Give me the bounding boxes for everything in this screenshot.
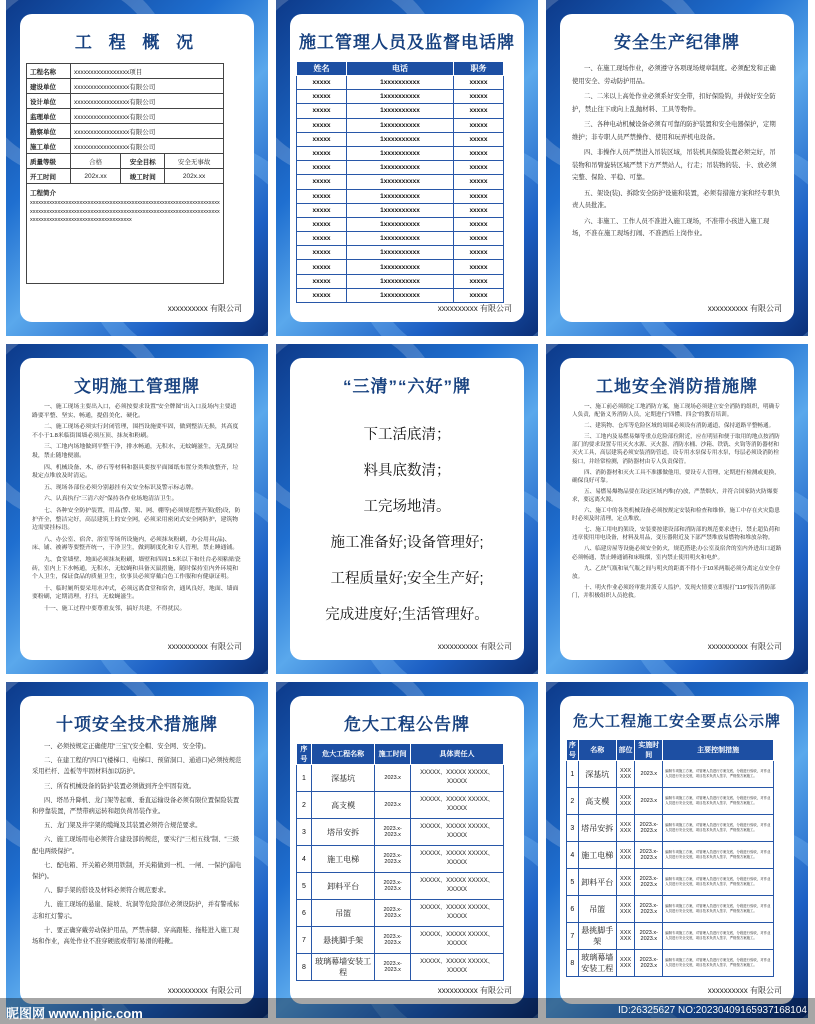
paragraph: 三、所有机械设备的防护装置必须做到齐全牢固有效。 — [44, 782, 196, 790]
table-row — [297, 90, 504, 104]
project-name: 玻璃幕墙安装工程 — [578, 950, 616, 977]
table-cell: 1xxxxxxxxxx — [347, 132, 454, 146]
watermark-id: ID:26325627 NO:20230409165937168104 — [617, 1005, 807, 1016]
row-value: xxxxxxxxxxxxxxxxx有限公司 — [71, 79, 224, 94]
phone-card — [290, 14, 524, 322]
paragraph: 二、在建工程的“四口”(楼梯口、电梯口、预留洞口、通道口)必须按规范采用栏杆、盖板等牢固材料加以防护。 — [32, 757, 242, 776]
table-row — [297, 175, 504, 189]
implementation-time: 2023.x-2023.x — [635, 869, 663, 896]
table-row — [297, 846, 504, 873]
construction-time: 2023.x-2023.x — [375, 954, 410, 981]
discipline-title: 安全生产纪律牌 — [614, 33, 740, 52]
table-row — [297, 232, 504, 246]
implementation-time: 2023.x-2023.x — [635, 815, 663, 842]
row-label: 工程名称 — [27, 64, 71, 79]
paragraph: 二、施工现场必须实行封闭管理，围挡设施要牢固，做到整洁无损，其高度不小于1.8米临街围墙必须压顶、抹灰和粉刷。 — [32, 424, 239, 439]
control-measure: 编制专项施工方案，对管理人员进行方案交底，分段进行验收，对作业人员进行安全交底，项目技术负责人签字，严格按方案施工。 — [663, 896, 774, 923]
overview-title: 工 程 概 况 — [74, 33, 200, 52]
table-cell: xxxxx — [297, 217, 347, 231]
row-value: xxxxxxxxxxxxxxxxx有限公司 — [71, 124, 224, 139]
project-name: 施工电梯 — [578, 842, 616, 869]
paragraph: 八、办公室、宿舍、浴室等场所设施内，必须抹灰粉刷，办公用具(品)、床、铺、被褥等要整齐统一，干净卫生，做到制度化和专人管理，禁止睡通铺。 — [32, 536, 239, 552]
start-value: 202x.xx — [71, 169, 121, 184]
footer-company: xxxxxxxxxx 有限公司 — [437, 986, 512, 995]
table-cell: xxxxx — [297, 132, 347, 146]
column-header: 序号 — [297, 744, 312, 765]
table-row — [297, 900, 504, 927]
project-part: XXX XXX — [616, 896, 635, 923]
footer-company: xxxxxxxxxx 有限公司 — [707, 642, 782, 651]
project-name: 高支模 — [578, 788, 616, 815]
board-discipline — [546, 0, 808, 336]
table-cell: xxxxx — [297, 175, 347, 189]
table-cell: 1xxxxxxxxxx — [347, 274, 454, 288]
project-name: 深基坑 — [578, 761, 616, 788]
intro-label: 工程简介 — [30, 190, 56, 197]
table-cell: xxxxx — [453, 161, 503, 175]
slogan-line: 工完场地清。 — [363, 499, 451, 515]
table-row — [567, 761, 774, 788]
table-cell: xxxxx — [297, 260, 347, 274]
project-name: 悬挑脚手架 — [311, 927, 375, 954]
row-number: 4 — [297, 846, 312, 873]
paragraph: 二、建筑物、仓库等危险区域的周围必须设有消防通道，保持道路平整畅通。 — [584, 423, 775, 430]
table-row — [297, 146, 504, 160]
table-cell: 1xxxxxxxxxx — [347, 76, 454, 90]
project-part: XXX XXX — [616, 950, 635, 977]
project-name: 卸料平台 — [311, 873, 375, 900]
construction-time: 2023.x-2023.x — [375, 819, 410, 846]
ten-card — [20, 696, 254, 1004]
construction-time: 2023.x-2023.x — [375, 873, 410, 900]
column-header: 职务 — [453, 62, 503, 76]
footer-company: xxxxxxxxxx 有限公司 — [437, 304, 512, 313]
implementation-time: 2023.x-2023.x — [635, 842, 663, 869]
end-value: 202x.xx — [165, 169, 224, 184]
row-number: 7 — [567, 923, 579, 950]
paragraph: 一、施工现场主要出入口，必须按要求设置“安全牌图”出入口及场内主要道路要平整、坚实、畅通，提倡美化、硬化。 — [32, 404, 237, 419]
start-label: 开工时间 — [27, 169, 71, 184]
construction-time: 2023.x-2023.x — [375, 927, 410, 954]
paragraph: 七、施工用电的架设，安装要按建设部和消防部的规范要求进行，禁止超负荷和违章使用用电设备，材料及用品，变压器附近及下部严禁堆放易燃物和堆放杂物。 — [572, 527, 780, 542]
overview-card — [20, 14, 254, 322]
ten-title: 十项安全技术措施牌 — [56, 715, 218, 734]
row-value: xxxxxxxxxxxxxxxxx有限公司 — [71, 109, 224, 124]
civilized-card — [20, 358, 254, 660]
table-cell: xxxxx — [453, 118, 503, 132]
implementation-time: 2023.x — [635, 788, 663, 815]
project-name: 塔吊安拆 — [311, 819, 375, 846]
control-measure: 编制专项施工方案，对管理人员进行方案交底，分段进行验收，对作业人员进行安全交底，项目技术负责人签字，严格按方案施工。 — [663, 815, 774, 842]
table-cell: 1xxxxxxxxxx — [347, 246, 454, 260]
table-cell: xxxxx — [297, 90, 347, 104]
board-keypoints — [546, 682, 808, 1018]
project-part: XXX XXX — [616, 788, 635, 815]
table-cell: 1xxxxxxxxxx — [347, 232, 454, 246]
paragraph: 五、架设(装)、拆除安全防护设施和装置，必须有措施方案和经专职负责人员批准。 — [572, 189, 780, 209]
table-cell: xxxxx — [297, 104, 347, 118]
table-row — [27, 94, 224, 109]
table-row — [297, 189, 504, 203]
paragraph: 二、二米以上高处作业必须系好安全带，扣好保险钩，并做好安全防护，禁止往下或向上乱抛材料、工具等物件。 — [572, 93, 776, 113]
table-header-row — [297, 62, 504, 76]
paragraph: 八、临建房屋等设施必须安全防火，规范搭建;办公室及宿舍的室内外进出口道路必须畅通，禁止睡通铺和床吸烟，室内禁止使用明火和电炉。 — [572, 546, 782, 561]
row-number: 6 — [297, 900, 312, 927]
table-row — [27, 184, 224, 284]
row-value: xxxxxxxxxxxxxxxxx有限公司 — [71, 94, 224, 109]
row-label: 监理单位 — [27, 109, 71, 124]
project-part: XXX XXX — [616, 815, 635, 842]
phone-title: 施工管理人员及监督电话牌 — [299, 33, 515, 52]
slogan-line: 料具底数清； — [363, 463, 451, 479]
row-number: 8 — [297, 954, 312, 981]
table-cell: xxxxx — [453, 76, 503, 90]
project-part: XXX XXX — [616, 842, 635, 869]
table-cell: xxxxx — [297, 189, 347, 203]
major-table — [296, 743, 504, 981]
paragraph: 三、工地内及易燃易爆等重点危险部位附近，应在明显和便于取用的地点按消防部门的要求设置专用灭火水源、灭火器、消防水桶、沙箱、铁铣、火钩等消防器材和灭火工具，高层建筑必须安装消防管道，设专用水泵保专用水泵，每层必须设消防栓接口，并经常检测，消防器材由专人负责保管。 — [572, 434, 780, 465]
column-header: 序号 — [567, 740, 579, 761]
row-number: 2 — [297, 792, 312, 819]
column-header: 主要控制措施 — [663, 740, 774, 761]
table-cell: xxxxx — [453, 146, 503, 160]
table-header-row — [297, 744, 504, 765]
table-row — [27, 124, 224, 139]
board-sanqing — [276, 344, 538, 674]
table-cell: xxxxx — [453, 132, 503, 146]
table-row — [297, 765, 504, 792]
table-row — [567, 842, 774, 869]
paragraph: 六、施工中的各类机械设备必须按规定安装和检查和维修，施工中存在火灾隐患时必须及时清理，定点堆放。 — [572, 508, 780, 523]
sanqing-lines — [290, 417, 524, 633]
table-row — [297, 76, 504, 90]
row-number: 7 — [297, 927, 312, 954]
footer-company: xxxxxxxxxx 有限公司 — [707, 986, 782, 995]
table-row — [297, 792, 504, 819]
responsible-person: XXXXX、XXXXX XXXXX、XXXXX — [410, 873, 503, 900]
table-cell: xxxxx — [297, 203, 347, 217]
paragraph: 十、临时厕所要采用水冲式，必须远离食堂和宿舍，通风良好，地面、墙面要粉刷，定期清理，打扫，无蚊蝇滋生。 — [32, 585, 239, 601]
table-cell: xxxxx — [453, 260, 503, 274]
row-label: 施工单位 — [27, 139, 71, 154]
paragraph: 九、食堂墙壁、地面必须抹灰粉刷，墙壁和四周1.5米以下和灶台必须粘贴瓷砖，室内上下水畅通，无积水，无蚊蝇和具备灭鼠措施，随时保持室内外环境和个人卫生，保证食品的质量卫生，炊事员必须穿戴白色工作服和有健康证明。 — [32, 556, 241, 581]
table-cell: 1xxxxxxxxxx — [347, 217, 454, 231]
table-row — [297, 288, 504, 302]
row-value: xxxxxxxxxxxxxxxxx有限公司 — [71, 139, 224, 154]
control-measure: 编制专项施工方案，对管理人员进行方案交底，分段进行验收，对作业人员进行安全交底，项目技术负责人签字，严格按方案施工。 — [663, 761, 774, 788]
safety-label: 安全目标 — [121, 154, 165, 169]
table-row — [297, 873, 504, 900]
control-measure: 编制专项施工方案，对管理人员进行方案交底，分段进行验收，对作业人员进行安全交底，项目技术负责人签字，严格按方案施工。 — [663, 950, 774, 977]
project-name: 施工电梯 — [311, 846, 375, 873]
paragraph: 四、非操作人员严禁进入吊装区域，吊装机具保险装置必须完好，吊装物和吊臂旋转区域严禁下方严禁站人，行走；吊装物的装、卡、放必须完整、保险、平稳、可靠。 — [572, 149, 777, 181]
end-label: 竣工时间 — [121, 169, 165, 184]
table-row — [297, 217, 504, 231]
project-name: 吊篮 — [311, 900, 375, 927]
row-number: 3 — [567, 815, 579, 842]
paragraph: 四、塔吊升降机、龙门架等起重、垂直运输设备必须有限位置保险装置和停靠装置，严禁带病运转和超负荷吊装作业。 — [32, 796, 240, 816]
construction-time: 2023.x-2023.x — [375, 846, 410, 873]
table-row — [297, 954, 504, 981]
row-number: 5 — [567, 869, 579, 896]
responsible-person: XXXXX、XXXXX XXXXX、XXXXX — [410, 900, 503, 927]
paragraph: 十一、施工过程中要尊重友邻，搞好共建，不得扰民。 — [44, 605, 186, 612]
column-header: 部位 — [616, 740, 635, 761]
table-cell: xxxxx — [453, 246, 503, 260]
table-cell: xxxxx — [297, 246, 347, 260]
paragraph: 六、施工现场用电必须符合建设部的规范，要实行“三相五线”制、“三级配电两级保护”。 — [32, 836, 240, 855]
keypoints-table — [566, 739, 774, 977]
table-cell: xxxxx — [297, 161, 347, 175]
table-row — [567, 923, 774, 950]
project-name: 卸料平台 — [578, 869, 616, 896]
table-row — [297, 118, 504, 132]
column-header: 实施时间 — [635, 740, 663, 761]
table-cell: 1xxxxxxxxxx — [347, 203, 454, 217]
paragraph: 一、施工前必须制定工地消防方案，施工现场必须建立安全消防的组织，明确专人负责，配备义务消防人员，定期进行“四懂、四会”的教育培训。 — [572, 404, 780, 419]
table-cell: xxxxx — [297, 146, 347, 160]
responsible-person: XXXXX、XXXXX XXXXX、XXXXX — [410, 954, 503, 981]
control-measure: 编制专项施工方案，对管理人员进行方案交底，分段进行验收，对作业人员进行安全交底，项目技术负责人签字，严格按方案施工。 — [663, 788, 774, 815]
table-cell: 1xxxxxxxxxx — [347, 118, 454, 132]
fire-body — [560, 397, 794, 600]
footer-company: xxxxxxxxxx 有限公司 — [437, 642, 512, 651]
implementation-time: 2023.x — [635, 761, 663, 788]
paragraph: 一、在施工现场作业，必须遵守各项现场规章制度。必须配发和正确使用安全、劳动防护用品。 — [572, 65, 776, 85]
paragraph: 十、要正确穿戴劳动保护用品，严禁赤脚、穿高跟鞋、拖鞋进入施工现场和作业，高处作业不准穿硬底或带钉易滑的鞋靴。 — [32, 926, 240, 946]
major-card — [290, 696, 524, 1004]
keypoints-title: 危大工程施工安全要点公示牌 — [572, 713, 781, 730]
project-name: 高支模 — [311, 792, 375, 819]
board-overview — [6, 0, 268, 336]
responsible-person: XXXXX、XXXXX XXXXX、XXXXX — [410, 846, 503, 873]
table-row — [297, 260, 504, 274]
paragraph: 十、明火作业必须经审批并派专人监护。发现火情要立即报打“119”报告消防部门，并积极组织人员抢救。 — [572, 584, 776, 599]
row-number: 1 — [297, 765, 312, 792]
table-header-row — [567, 740, 774, 761]
row-label: 勘察单位 — [27, 124, 71, 139]
project-part: XXX XXX — [616, 869, 635, 896]
construction-time: 2023.x — [375, 792, 410, 819]
table-row — [297, 274, 504, 288]
paragraph: 四、消防器材和灭火工具不准挪做他用，要设专人管理，定期进行检测或更换，确保良好可靠。 — [572, 469, 780, 484]
watermark-bar — [0, 998, 815, 1024]
sanqing-title: “三清”“六好”牌 — [343, 377, 471, 396]
table-cell: xxxxx — [297, 118, 347, 132]
intro-cell — [27, 184, 224, 284]
board-fire — [546, 344, 808, 674]
paragraph: 五、龙门架及井字架的缆绳及其装置必须符合规范要求。 — [44, 822, 202, 830]
control-measure: 编制专项施工方案，对管理人员进行方案交底，分段进行验收，对作业人员进行安全交底，项目技术负责人签字，严格按方案施工。 — [663, 869, 774, 896]
table-row — [27, 139, 224, 154]
footer-company: xxxxxxxxxx 有限公司 — [167, 304, 242, 313]
overview-table — [26, 63, 224, 284]
implementation-time: 2023.x-2023.x — [635, 950, 663, 977]
table-cell: xxxxx — [453, 274, 503, 288]
slogan-line: 工程质量好;安全生产好; — [330, 571, 484, 587]
paragraph: 五、易燃易爆物品要在设定区域内堆(存)放，严禁烟火，并符合国家防火防爆要求，要远离火源。 — [572, 488, 778, 503]
ten-body — [20, 735, 254, 947]
row-number: 3 — [297, 819, 312, 846]
row-number: 6 — [567, 896, 579, 923]
responsible-person: XXXXX、XXXXX XXXXX、XXXXX — [410, 927, 503, 954]
column-header: 电话 — [347, 62, 454, 76]
slogan-line: 施工准备好;设备管理好; — [330, 535, 484, 551]
table-cell: 1xxxxxxxxxx — [347, 90, 454, 104]
watermark-site: 昵图网 www.nipic.com — [6, 1006, 143, 1021]
column-header: 危大工程名称 — [311, 744, 375, 765]
row-label: 设计单位 — [27, 94, 71, 109]
paragraph: 九、乙炔气瓶和氧气瓶之间与明火的距离不得小于10米两瓶必须分离定点安全存放。 — [572, 565, 781, 580]
control-measure: 编制专项施工方案，对管理人员进行方案交底，分段进行验收，对作业人员进行安全交底，项目技术负责人签字，严格按方案施工。 — [663, 842, 774, 869]
major-title: 危大工程公告牌 — [344, 715, 470, 734]
table-row — [297, 203, 504, 217]
footer-company: xxxxxxxxxx 有限公司 — [167, 642, 242, 651]
table-cell: xxxxx — [297, 274, 347, 288]
table-row — [297, 132, 504, 146]
table-cell: 1xxxxxxxxxx — [347, 260, 454, 274]
table-cell: xxxxx — [453, 288, 503, 302]
row-value: xxxxxxxxxxxxxxxxx项目 — [71, 64, 224, 79]
slogan-line: 完成进度好;生活管理好。 — [325, 607, 489, 623]
board-ten — [6, 682, 268, 1018]
row-number: 1 — [567, 761, 579, 788]
phone-table — [296, 61, 504, 303]
project-name: 深基坑 — [311, 765, 375, 792]
table-cell: 1xxxxxxxxxx — [347, 146, 454, 160]
table-row — [297, 927, 504, 954]
paragraph: 四、机械设备、木、砂石等材料和器具要按平面图纸布置分类堆放整齐，垃圾定点堆放及时清运。 — [32, 464, 239, 480]
board-phone — [276, 0, 538, 336]
table-cell: 1xxxxxxxxxx — [347, 288, 454, 302]
paragraph: 一、必须按规定正确使用“三宝”(安全帽、安全网、安全带)。 — [44, 743, 210, 750]
table-cell: xxxxx — [297, 288, 347, 302]
fire-title: 工地安全消防措施牌 — [596, 377, 758, 396]
table-cell: xxxxx — [297, 232, 347, 246]
control-measure: 编制专项施工方案，对管理人员进行方案交底，分段进行验收，对作业人员进行安全交底，项目技术负责人签字，严格按方案施工。 — [663, 923, 774, 950]
table-row — [297, 161, 504, 175]
responsible-person: XXXXX、XXXXX XXXXX、XXXXX — [410, 819, 503, 846]
table-row — [567, 950, 774, 977]
table-cell: xxxxx — [453, 189, 503, 203]
quality-label: 质量等级 — [27, 154, 71, 169]
table-cell: xxxxx — [453, 175, 503, 189]
safety-value: 安全无事故 — [165, 154, 224, 169]
paragraph: 三、各种电动机械设备必须有可靠的防护装置和安全电器保护，定期维护；非专职人员严禁操作、使用和玩弄机电设备。 — [572, 121, 776, 141]
table-cell: xxxxx — [453, 203, 503, 217]
column-header: 姓名 — [297, 62, 347, 76]
discipline-body — [560, 57, 794, 241]
table-row — [27, 79, 224, 94]
construction-time: 2023.x-2023.x — [375, 900, 410, 927]
project-name: 吊篮 — [578, 896, 616, 923]
paragraph: 八、脚手架的搭设及材料必须符合规范要求。 — [44, 887, 170, 895]
slogan-line: 下工活底清； — [363, 427, 451, 443]
project-name: 玻璃幕墙安装工程 — [311, 954, 375, 981]
table-cell: xxxxx — [453, 217, 503, 231]
table-row — [567, 896, 774, 923]
table-cell: xxxxx — [297, 76, 347, 90]
column-header: 名称 — [578, 740, 616, 761]
implementation-time: 2023.x-2023.x — [635, 923, 663, 950]
paragraph: 六、非施工、工作人员不准进入施工现场，不准带小孩进入施工现场，不准在施工现场打闹、不准酒后上岗作业。 — [572, 217, 770, 237]
footer-company: xxxxxxxxxx 有限公司 — [167, 986, 242, 995]
table-row — [27, 154, 224, 169]
table-cell: xxxxx — [453, 232, 503, 246]
table-row — [567, 869, 774, 896]
table-row — [567, 788, 774, 815]
paragraph: 五、现场各部位必须分别悬挂有关安全标识及警示标志牌。 — [44, 484, 198, 491]
table-cell: xxxxx — [453, 90, 503, 104]
project-part: XXX XXX — [616, 761, 635, 788]
keypoints-card — [560, 696, 794, 1004]
fire-card — [560, 358, 794, 660]
column-header: 具体责任人 — [410, 744, 503, 765]
board-civilized — [6, 344, 268, 674]
discipline-card — [560, 14, 794, 322]
row-number: 2 — [567, 788, 579, 815]
responsible-person: XXXXX、XXXXX XXXXX、XXXXX — [410, 792, 503, 819]
paragraph: 七、各种安全防护装置，用品(警、架、网、棚等)必须规范整齐架(搭)设，防护齐全，整洁完好，高层建筑上的安全网，必须采用密闭式安全网防护，建筑物边需要挂标语。 — [32, 507, 241, 532]
intro-text: xxxxxxxxxxxxxxxxxxxxxxxxxxxxxxxxxxxxxxxxxxxxxxxxxxxxxxxxxxxxxxxxxxxxxxxxxxxxxxxxxxxxxxxxxxxxxxxxxxxxxxxxxxxxxxxxxxxxxxxxxxxxxxxxxxxxxxxxxxxxxxxxxxxxxxxxxxxxxxxxxxxxxxxxxxxxxxx — [30, 200, 220, 223]
table-cell: 1xxxxxxxxxx — [347, 189, 454, 203]
table-row — [27, 169, 224, 184]
project-name: 悬挑脚手架 — [578, 923, 616, 950]
project-part: XXX XXX — [616, 923, 635, 950]
table-cell: 1xxxxxxxxxx — [347, 175, 454, 189]
civilized-body — [20, 397, 254, 613]
paragraph: 三、工地内场地做到平整干净，排水畅通，无积水，无蚊蝇滋生，无乱倒垃圾，禁止随地便溺。 — [32, 444, 239, 459]
table-row — [297, 246, 504, 260]
table-row — [297, 104, 504, 118]
construction-time: 2023.x — [375, 765, 410, 792]
table-row — [567, 815, 774, 842]
table-cell: xxxxx — [453, 104, 503, 118]
implementation-time: 2023.x-2023.x — [635, 896, 663, 923]
table-row — [27, 64, 224, 79]
table-cell: 1xxxxxxxxxx — [347, 104, 454, 118]
responsible-person: XXXXX、XXXXX XXXXX、XXXXX — [410, 765, 503, 792]
quality-value: 合格 — [71, 154, 121, 169]
paragraph: 六、认真执行“三清六好”保持各作业场地清洁卫生。 — [44, 496, 178, 503]
row-number: 8 — [567, 950, 579, 977]
paragraph: 九、施工现场的悬崖、陡坡、坑洞等危险部位必须设防护，并有警戒标志和红灯警示。 — [32, 901, 240, 920]
footer-company: xxxxxxxxxx 有限公司 — [707, 304, 782, 313]
table-row — [297, 819, 504, 846]
paragraph: 七、配电箱、开关箱必须用铁制，开关箱做到一机、一闸、一保护(漏电保护)。 — [32, 861, 242, 881]
board-major — [276, 682, 538, 1018]
project-name: 塔吊安拆 — [578, 815, 616, 842]
row-number: 4 — [567, 842, 579, 869]
sanqing-card — [290, 358, 524, 660]
table-cell: 1xxxxxxxxxx — [347, 161, 454, 175]
row-label: 建设单位 — [27, 79, 71, 94]
column-header: 施工时间 — [375, 744, 410, 765]
civilized-title: 文明施工管理牌 — [74, 377, 200, 396]
table-row — [27, 109, 224, 124]
row-number: 5 — [297, 873, 312, 900]
